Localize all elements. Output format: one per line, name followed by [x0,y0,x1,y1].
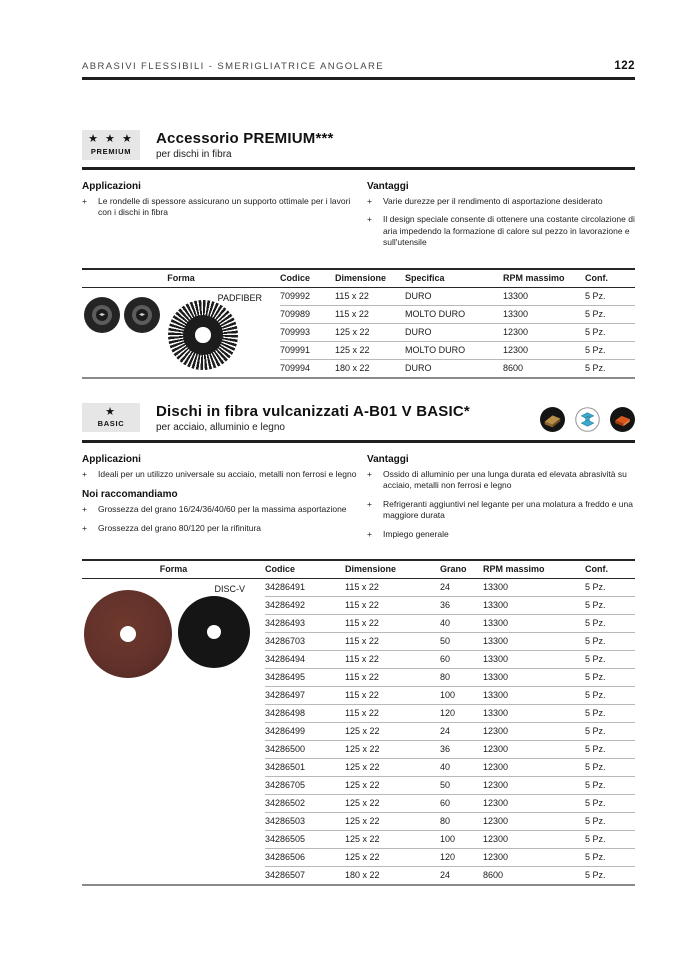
table-cell: 8600 [483,867,585,885]
table-cell: 115 x 22 [335,290,369,301]
table-cell: 115 x 22 [345,651,440,669]
section-premium-titles [156,130,334,160]
table-cell: 115 x 22 [345,582,379,593]
table-cell: 34286491 [265,582,306,593]
table-cell: 12300 [483,831,585,849]
basic-advantages [367,454,635,547]
table-cell: 125 x 22 [345,831,440,849]
steel-icon [575,407,600,432]
table-cell: 34286703 [265,633,345,651]
basic-applications [82,454,360,547]
table-cell: 50 [440,633,483,651]
table-cell: 40 [440,615,483,633]
table-cell: MOLTO DURO [405,341,503,359]
bullet-item [82,523,360,534]
table-cell: 125 x 22 [345,777,440,795]
bullet-item [367,529,635,540]
data-table [265,579,635,884]
plus-bullet-icon: + [82,468,87,479]
table-row [265,687,635,705]
fiber-disc-black-image [178,596,250,668]
table-cell: 34286506 [265,849,345,867]
table-cell: 13300 [483,615,585,633]
table-cell: DURO [405,323,503,341]
section-premium-title: Accessorio PREMIUM*** [156,130,334,147]
table-row [265,651,635,669]
table-cell: 12300 [483,777,585,795]
advantages-list [367,196,635,249]
running-head-title: ABRASIVI FLESSIBILI - SMERIGLIATRICE ANGOLARE [82,61,384,72]
table-cell: 5 Pz. [585,651,635,669]
table-cell: 13300 [483,597,585,615]
premium-stars-icon: ★ ★ ★ [88,133,134,146]
table-row [280,305,635,323]
table-cell: 13300 [483,705,585,723]
table-cell: 34286498 [265,705,345,723]
basic-badge [82,403,140,432]
bullet-text: Refrigeranti aggiuntivi nel legante per una molatura a freddo e una maggiore durata [383,498,633,521]
table-cell: 115 x 22 [345,633,440,651]
table-cell: 34286507 [265,867,345,885]
table-row [265,831,635,849]
basic-product-table [82,559,635,886]
table-cell: 5 Pz. [585,723,635,741]
plus-bullet-icon: + [82,522,87,533]
table-cell: 13300 [483,633,585,651]
table-row [265,633,635,651]
table-cell: 13300 [503,305,585,323]
section-premium-rule [82,167,635,170]
running-head [82,0,635,72]
table-cell: 34286503 [265,813,345,831]
table-cell: 5 Pz. [585,341,635,359]
table-cell: 709993 [280,323,335,341]
table-row [265,813,635,831]
bullet-item [367,499,635,522]
table-cell: 34286495 [265,669,345,687]
plus-bullet-icon: + [367,468,372,479]
table-rows [265,579,635,884]
table-cell: 5 Pz. [585,705,635,723]
table-cell: 5 Pz. [585,759,635,777]
table-cell: 8600 [503,359,585,377]
column-header-dimensione: Dimensione [345,564,397,575]
table-body-wrap [82,288,635,377]
section-basic [82,403,635,886]
table-cell: 24 [440,867,483,885]
section-basic-rule [82,440,635,443]
column-header-rpm: RPM massimo [503,272,565,283]
forma-cell [82,579,265,884]
table-cell: 125 x 22 [345,759,440,777]
table-cell: 5 Pz. [585,849,635,867]
table-cell: 40 [440,759,483,777]
applications-list [82,196,360,219]
table-cell: 5 Pz. [585,359,635,377]
table-cell: 180 x 22 [345,867,440,885]
column-header-dimensione: Dimensione [335,272,387,283]
column-header-specifica: Specifica [405,272,445,283]
table-cell: 34286497 [265,687,345,705]
table-row [265,597,635,615]
table-cell: 12300 [503,341,585,359]
backing-pad-image [84,297,120,333]
table-cell: 5 Pz. [585,777,635,795]
plus-bullet-icon: + [367,196,372,206]
table-cell: 125 x 22 [345,795,440,813]
table-row [265,795,635,813]
bullet-item [82,504,360,515]
table-cell: 709994 [280,359,335,377]
forma-cell [82,288,280,377]
table-row [265,759,635,777]
table-cell: 34286492 [265,597,345,615]
table-header-row [82,561,635,579]
table-cell: 12300 [483,795,585,813]
section-premium [82,130,635,379]
premium-product-table [82,268,635,379]
table-row [280,359,635,377]
table-cell: 13300 [483,582,509,593]
bullet-text: Varie durezze per il rendimento di asportazione desiderato [383,196,603,206]
table-cell: 125 x 22 [335,323,405,341]
table-cell: 34286705 [265,777,345,795]
table-cell: 34286501 [265,759,345,777]
bullet-item [367,214,635,248]
section-basic-title: Dischi in fibra vulcanizzati A-B01 V BASIC* [156,402,470,420]
data-table [280,288,635,377]
table-rows [280,288,635,377]
applications-heading: Applicazioni [82,453,141,465]
table-row [265,867,635,885]
premium-applications [82,181,360,256]
table-cell: 709989 [280,305,335,323]
column-header-conf: Conf. [585,272,608,283]
backing-pad-image [124,297,160,333]
table-cell: 709991 [280,341,335,359]
table-cell: 5 Pz. [585,831,635,849]
table-cell: 115 x 22 [345,597,440,615]
bullet-text: Impiego generale [383,528,449,539]
table-cell: 120 [440,849,483,867]
table-cell: 5 Pz. [585,323,635,341]
table-row [265,849,635,867]
bullet-text: Le rondelle di spessore assicurano un supporto ottimale per i lavori con i dischi in fibra [98,196,351,218]
bullet-text: Grossezza del grano 16/24/36/40/60 per la massima asportazione [98,504,347,515]
table-row [265,669,635,687]
premium-text-columns [82,181,635,256]
table-cell: 115 x 22 [335,305,405,323]
column-header-codice: Codice [280,272,311,283]
table-cell: 115 x 22 [345,669,440,687]
table-cell: 12300 [483,723,585,741]
column-header-rpm: RPM massimo [483,564,545,575]
product-name-label: DISC-V [214,584,245,595]
metal-icon [610,407,635,432]
column-header-grano: Grano [440,564,467,575]
table-cell: MOLTO DURO [405,305,503,323]
plus-bullet-icon: + [367,528,372,539]
table-cell: 5 Pz. [585,290,606,301]
table-cell: 5 Pz. [585,615,635,633]
advantages-heading: Vantaggi [367,453,409,465]
basic-text-columns [82,454,635,547]
table-cell: 709992 [280,290,311,301]
table-cell: 13300 [483,687,585,705]
table-cell: 60 [440,651,483,669]
table-cell: 115 x 22 [345,687,440,705]
table-row [265,741,635,759]
plus-bullet-icon: + [367,214,372,225]
table-cell: DURO [405,359,503,377]
ribbed-pad-image [168,300,238,370]
table-cell: 5 Pz. [585,669,635,687]
bullet-text: Il design speciale consente di ottenere una costante circolazione di aria impedendo la formazione di calore sul pezzo in lavorazione e sull'utensile [383,214,635,248]
wood-icon [540,407,565,432]
bullet-item [367,196,635,207]
table-cell: 13300 [503,290,529,301]
table-cell: 34286494 [265,651,345,669]
material-icons [540,407,635,432]
table-cell: 12300 [483,759,585,777]
column-header-conf: Conf. [585,564,608,575]
table-row [265,723,635,741]
table-cell: 125 x 22 [345,723,440,741]
table-cell: 13300 [483,669,585,687]
table-header-row [82,270,635,288]
bullet-item [82,469,360,480]
recommendations-list [82,504,360,534]
table-cell: 5 Pz. [585,795,635,813]
table-cell: 5 Pz. [585,582,606,593]
premium-badge-label: PREMIUM [90,146,132,156]
bullet-text: Grossezza del grano 80/120 per la rifinitura [98,522,262,533]
table-cell: 12300 [483,849,585,867]
table-cell: 50 [440,777,483,795]
column-header-forma: Forma [167,272,195,283]
table-cell: 12300 [483,813,585,831]
table-cell: 125 x 22 [345,849,440,867]
basic-star-icon: ★ [105,406,117,419]
page-number: 122 [614,60,635,72]
table-cell: 36 [440,741,483,759]
table-cell: 12300 [483,741,585,759]
table-cell: 24 [440,723,483,741]
table-cell: 5 Pz. [585,687,635,705]
table-row [265,615,635,633]
table-cell: 100 [440,831,483,849]
applications-list [82,469,360,480]
section-premium-subtitle: per dischi in fibra [156,149,232,160]
table-row [265,705,635,723]
applications-heading: Applicazioni [82,181,141,192]
table-cell: 5 Pz. [585,597,635,615]
table-cell: 36 [440,597,483,615]
table-cell: DURO [405,290,432,301]
table-cell: 34286505 [265,831,345,849]
table-cell: 34286502 [265,795,345,813]
section-premium-header [82,130,635,160]
table-cell: 34286500 [265,741,345,759]
table-cell: 80 [440,669,483,687]
plus-bullet-icon: + [367,498,372,509]
table-cell: 125 x 22 [345,741,440,759]
table-cell: 12300 [503,323,585,341]
table-cell: 125 x 22 [345,813,440,831]
premium-advantages [367,181,635,256]
table-cell: 5 Pz. [585,867,635,885]
table-row [280,288,635,306]
table-cell: 5 Pz. [585,633,635,651]
basic-badge-label: BASIC [97,419,125,429]
table-cell: 180 x 22 [335,359,405,377]
pad-arrows-icon [84,297,120,333]
table-row [265,777,635,795]
premium-badge [82,130,140,159]
plus-bullet-icon: + [82,504,87,515]
table-cell: 60 [440,795,483,813]
bullet-text: Ossido di alluminio per una lunga durata ed elevata abrasività su acciaio, metalli non ferrosi e legno [383,468,627,491]
table-cell: 120 [440,705,483,723]
column-header-codice: Codice [265,564,296,575]
table-cell: 125 x 22 [335,341,405,359]
table-cell: 115 x 22 [345,705,440,723]
table-row [265,579,635,597]
pad-arrows-icon [124,297,160,333]
table-cell: 24 [440,582,451,593]
table-cell: 115 x 22 [345,615,440,633]
backing-pads-image [84,297,160,333]
table-row [280,323,635,341]
plus-bullet-icon: + [82,196,87,206]
column-header-forma: Forma [159,564,188,575]
table-cell: 5 Pz. [585,305,635,323]
table-cell: 13300 [483,651,585,669]
bullet-item [367,469,635,492]
table-cell: 80 [440,813,483,831]
table-cell: 34286499 [265,723,345,741]
advantages-list [367,469,635,540]
table-cell: 34286493 [265,615,345,633]
recommendations-heading: Noi raccomandiamo [82,489,178,501]
table-row [280,341,635,359]
fiber-disc-brown-image [84,590,172,678]
header-rule [82,77,635,80]
table-cell: 5 Pz. [585,741,635,759]
bullet-text: Ideali per un utilizzo universale su acciaio, metalli non ferrosi e legno [98,468,357,479]
bullet-item [82,196,360,219]
product-name-label: PADFIBER [217,292,262,303]
section-basic-titles [156,403,470,433]
table-body-wrap [82,579,635,884]
table-cell: 5 Pz. [585,813,635,831]
page-content [82,0,635,886]
section-basic-subtitle: per acciaio, alluminio e legno [156,421,285,433]
section-basic-header [82,403,635,433]
table-cell: 100 [440,687,483,705]
advantages-heading: Vantaggi [367,181,409,192]
